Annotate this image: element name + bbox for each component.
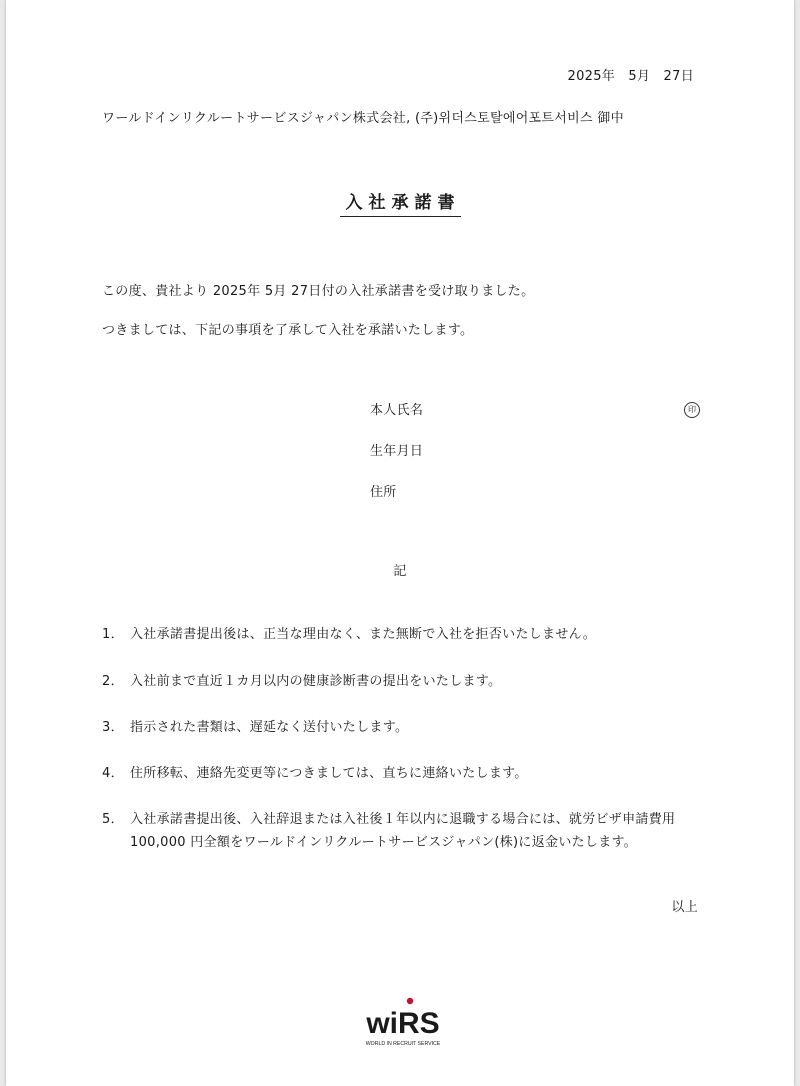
intro-line-1: この度、貴社より 2025年 5月 27日付の入社承諾書を受け取りました。: [102, 284, 535, 299]
addressee: ワールドインリクルートサービスジャパン株式会社, (주)위더스토탈에어포트서비스 御中: [102, 111, 624, 126]
item-text: 入社前まで直近１カ月以内の健康診断書の提出をいたします。: [130, 674, 502, 689]
item-text: 入社承諾書提出後は、正当な理由なく、また無断で入社を拒否いたしません。: [130, 627, 597, 642]
name-label: 本人氏名: [370, 403, 424, 418]
item-text: 入社承諾書提出後、入社辞退または入社後１年以内に退職する場合には、就労ビザ申請費用: [130, 812, 676, 827]
closing-text: 以上: [671, 900, 698, 915]
dob-label: 生年月日: [370, 444, 424, 459]
company-logo: [358, 995, 448, 1055]
intro-line-2: つきましては、下記の事項を了承して入社を承諾いたします。: [102, 323, 474, 338]
logo-wordmark: wiRS: [366, 1007, 440, 1040]
document-page: [6, 0, 794, 1086]
list-item: [102, 670, 501, 693]
seal-icon: 印: [684, 402, 700, 418]
item-text-continued: 100,000 円全額をワールドインリクルートサービスジャパン(株)に返金いたします。: [130, 835, 638, 850]
item-text: 住所移転、連絡先変更等につきましては、直ちに連絡いたします。: [130, 766, 528, 781]
item-number: 4．: [102, 766, 124, 781]
document-date: 2025年 5月 27日: [567, 69, 694, 84]
item-number: 5．: [102, 812, 124, 827]
item-number: 2．: [102, 674, 124, 689]
document-title: [6, 194, 794, 212]
list-item: [102, 762, 528, 785]
logo-dot: [407, 998, 413, 1004]
item-text: 指示された書類は、遅延なく送付いたします。: [130, 720, 409, 735]
list-item: [102, 623, 596, 646]
item-number: 3．: [102, 720, 124, 735]
logo-tagline: WORLD IN RECRUIT SERVICE: [365, 1041, 441, 1047]
list-item: [102, 808, 675, 854]
address-label: 住所: [370, 485, 397, 500]
ki-heading: 記: [393, 564, 407, 579]
document-title-text: 入社承諾書: [340, 193, 461, 217]
item-number: 1．: [102, 627, 124, 642]
list-item: [102, 716, 408, 739]
